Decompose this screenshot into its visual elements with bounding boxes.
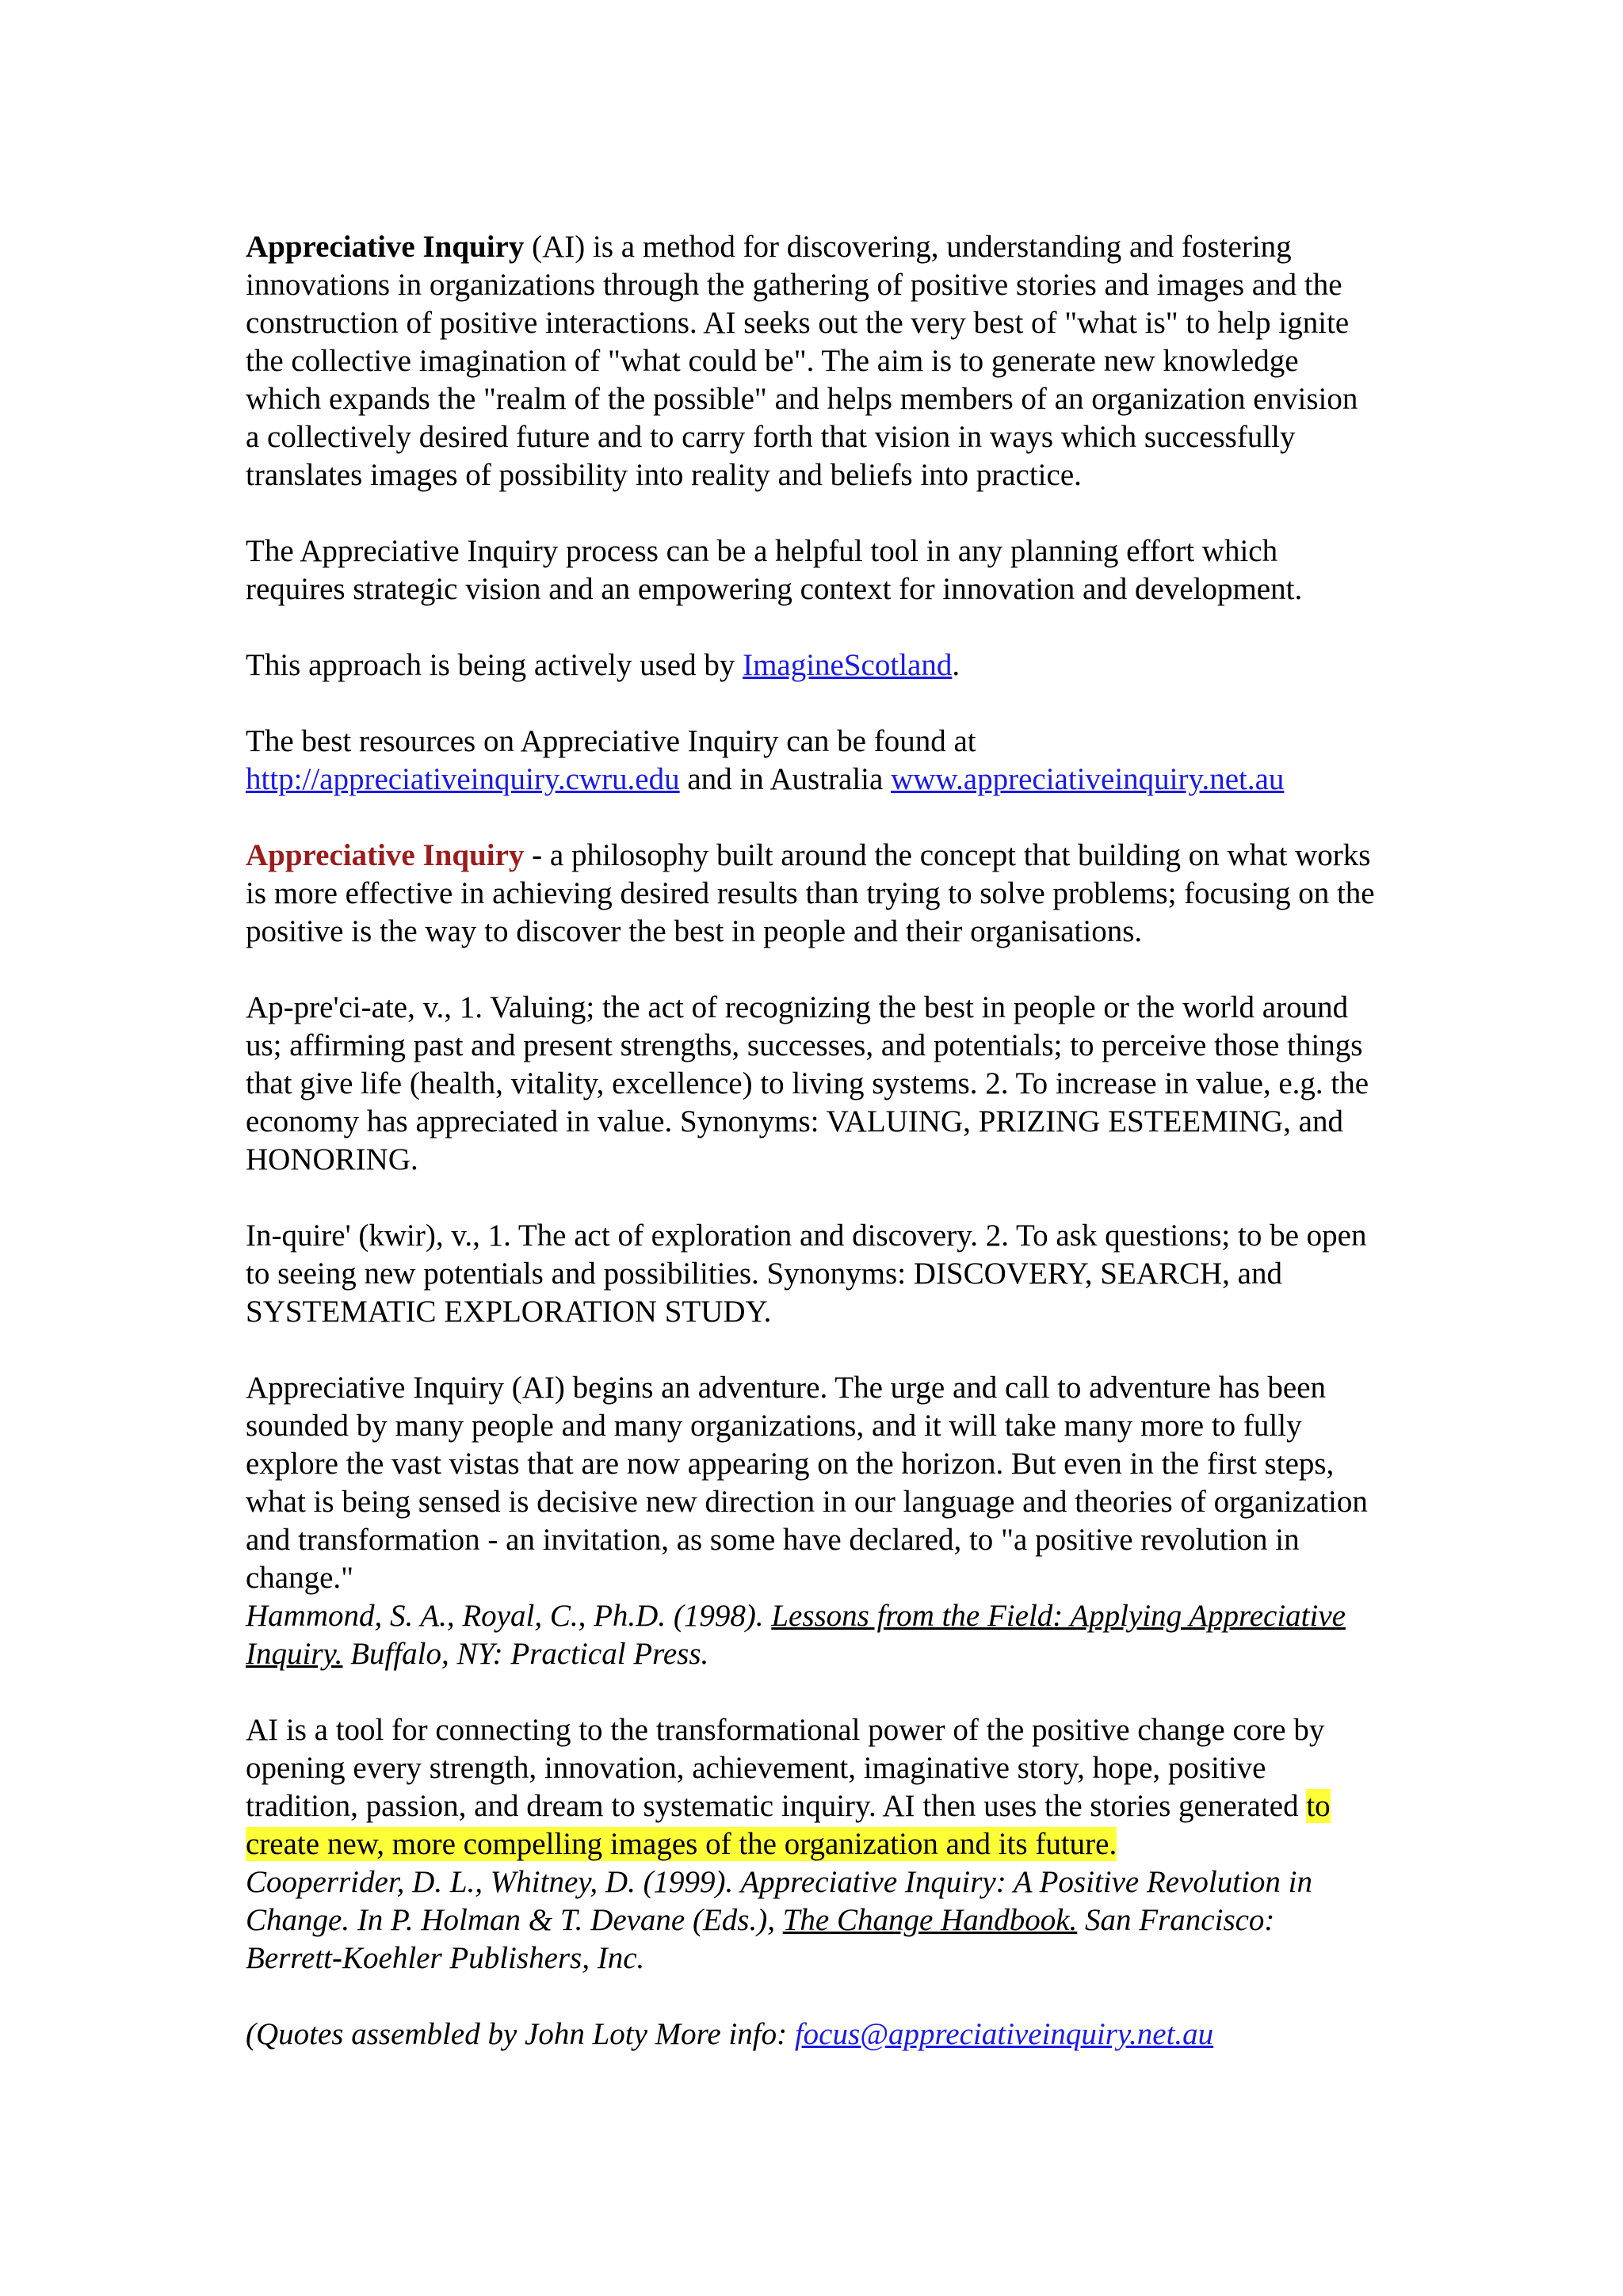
term-appreciative-inquiry: Appreciative Inquiry bbox=[246, 230, 525, 264]
paragraph-text: and in Australia bbox=[679, 762, 892, 796]
paragraph-appreciate-definition bbox=[246, 989, 1379, 1179]
paragraph-process bbox=[246, 532, 1379, 608]
citation-authors: Hammond, S. A., Royal, C., Ph.D. (1998). bbox=[246, 1599, 772, 1633]
imaginescotland-link[interactable]: ImagineScotland bbox=[743, 648, 953, 682]
paragraph-text: Appreciative Inquiry (AI) begins an adventure. The urge and call to adventure has been sounded by many people and many organizations, and it will take many more to fully explore the vast vistas that are now appearing on the horizon. But even in the first steps, what is being sensed is decisive new direction in our language and theories of organization and transformation - an invitation, as some have declared, to "a positive revolution in change." bbox=[246, 1371, 1368, 1595]
paragraph-text: (AI) is a method for discovering, understanding and fostering innovations in organizations through the gathering of positive stories and images and the construction of positive interactions. AI seeks out the very best of "what is" to help ignite the collective imagination of "what could be". The aim is to generate new knowledge which expands the "realm of the possible" and helps members of an organization envision a collectively desired future and to carry forth that vision in ways which successfully translates images of possibility into reality and beliefs into practice. bbox=[246, 230, 1358, 492]
quote-text bbox=[246, 1711, 1379, 1863]
citation-cooperrider bbox=[246, 1863, 1379, 1978]
paragraph-text: Ap-pre'ci-ate, v., 1. Valuing; the act of recognizing the best in people or the world around us; affirming past and present strengths, successes, and potentials; to perceive those things that give life (health, vitality, excellence) to living systems. 2. To increase in value, e.g. the economy has appreciated in value. Synonyms: VALUING, PRIZING ESTEEMING, and HONORING. bbox=[246, 990, 1369, 1177]
citation-publisher: San Francisco: Berrett-Koehler Publishers, Inc. bbox=[246, 1903, 1275, 1975]
australia-link[interactable]: www.appreciativeinquiry.net.au bbox=[891, 762, 1285, 796]
quote-block-cooperrider bbox=[246, 1711, 1379, 1978]
paragraph-text: . bbox=[952, 648, 960, 682]
citation-publisher: Buffalo, NY: Practical Press. bbox=[342, 1637, 709, 1671]
paragraph-resources bbox=[246, 723, 1379, 799]
cwru-link[interactable]: http://appreciativeinquiry.cwru.edu bbox=[246, 762, 680, 796]
email-link[interactable]: focus@appreciativeinquiry.net.au bbox=[794, 2017, 1214, 2051]
term-appreciative-inquiry-red: Appreciative Inquiry bbox=[246, 838, 525, 872]
paragraph-philosophy bbox=[246, 837, 1379, 951]
paragraph-text: - a philosophy built around the concept that building on what works is more effective in achieving desired results than trying to solve problems; focusing on the positive is the way to discover the best in people and their organisations. bbox=[246, 838, 1375, 948]
quote-block-hammond bbox=[246, 1369, 1379, 1673]
paragraph-text: AI is a tool for connecting to the transformational power of the positive change core by opening every strength, innovation, achievement, imaginative story, hope, positive tradition, passion, and dream to systematic inquiry. AI then uses the stories generated bbox=[246, 1713, 1325, 1823]
citation-title: Lessons from the Field: Applying Appreciative Inquiry. bbox=[246, 1599, 1346, 1671]
citation-hammond bbox=[246, 1597, 1379, 1673]
quote-text bbox=[246, 1369, 1379, 1597]
paragraph-text: The best resources on Appreciative Inquiry can be found at bbox=[246, 724, 976, 758]
paragraph-inquire-definition bbox=[246, 1217, 1379, 1331]
paragraph-text: The Appreciative Inquiry process can be a helpful tool in any planning effort which requires strategic vision and an empowering context for innovation and development. bbox=[246, 534, 1303, 606]
citation-title: The Change Handbook. bbox=[782, 1903, 1078, 1937]
citation-authors: Cooperrider, D. L., Whitney, D. (1999). Appreciative Inquiry: A Positive Revolution in Change. In P. Holman & T. Devane (Eds.), bbox=[246, 1865, 1313, 1937]
document-body bbox=[246, 228, 1379, 2092]
paragraph-ai-definition bbox=[246, 228, 1379, 494]
credits-text: (Quotes assembled by John Loty More info: bbox=[246, 2017, 795, 2051]
paragraph-text: In-quire' (kwir), v., 1. The act of exploration and discovery. 2. To ask questions; to be open to seeing new potentials and possibilities. Synonyms: DISCOVERY, SEARCH, and SYSTEMATIC EXPLORATION STUDY. bbox=[246, 1219, 1367, 1329]
paragraph-text: This approach is being actively used by bbox=[246, 648, 743, 682]
highlighted-text: to create new, more compelling images of the organization and its future. bbox=[246, 1789, 1331, 1861]
paragraph-credits bbox=[246, 2016, 1379, 2054]
paragraph-imaginescotland bbox=[246, 646, 1379, 685]
